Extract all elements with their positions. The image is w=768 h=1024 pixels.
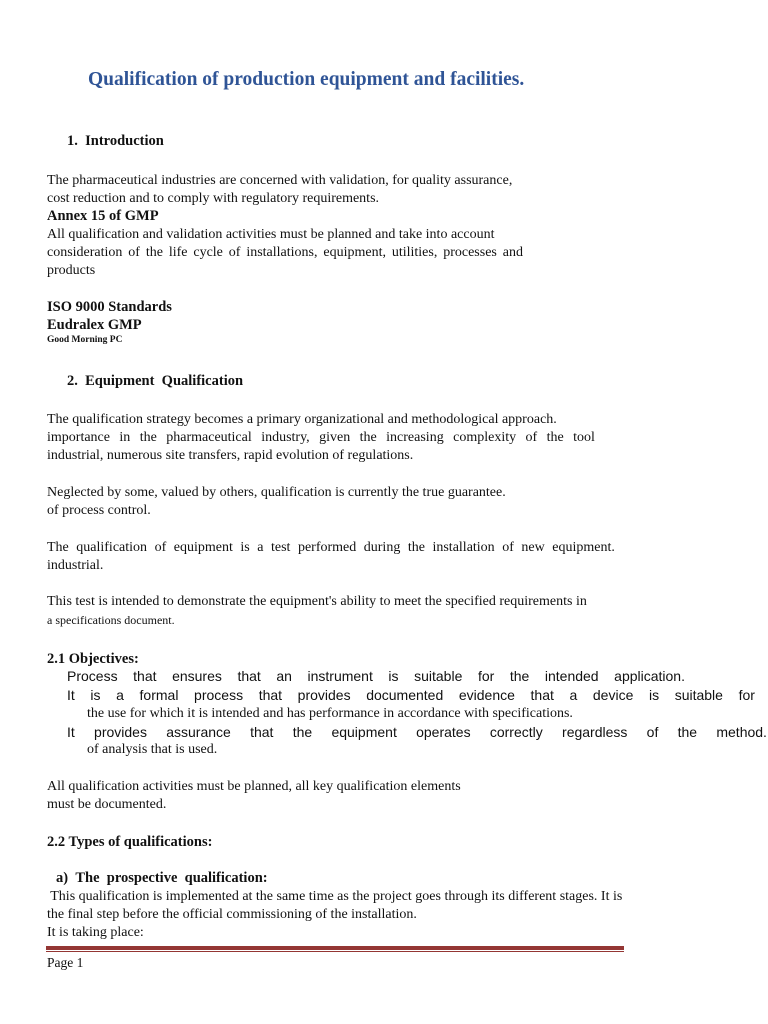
text-word: It [67,687,75,703]
section-heading-equipment [67,373,243,390]
text-word: is [90,687,101,703]
text-word: suitable [674,687,723,703]
objectives-heading: 2.1 Objectives: [47,651,139,667]
text-word: equipment. [552,540,615,555]
text-word: during [363,540,401,555]
text-word: documented [366,687,444,703]
text-word: new [521,540,545,555]
text-word: given [319,430,351,445]
page-number: Page 1 [47,955,84,970]
text-word: for [738,687,755,703]
text-word: utilities, [391,245,438,260]
equipment-paragraph-4 [47,593,587,629]
equipment-paragraph-1 [47,411,595,465]
text-word: performed [297,540,357,555]
text-line: The pharmaceutical industries are concerned with validation, for quality assurance, [47,173,513,188]
text-word: a [257,540,264,555]
objective-bullet-2-continuation: the use for which it is intended and has performance in accordance with specifications. [87,706,573,721]
text-line-justified [47,539,615,557]
text-word: correctly [489,724,543,740]
text-word: equipment [331,724,397,740]
text-word: for [477,668,495,684]
text-line: This test is intended to demonstrate the equipment's ability to meet the specified requirements in [47,594,587,609]
text-word: the [145,245,163,260]
good-morning-label: Good Morning PC [47,335,123,345]
text-word: that [237,668,261,684]
text-word: method. [716,724,767,740]
text-word: complexity [453,430,517,445]
text-word: is [388,668,399,684]
text-word: the [546,430,564,445]
text-word: assurance [166,724,231,740]
section-number: 2. [67,373,78,389]
objective-bullet-3-continuation: of analysis that is used. [87,742,218,757]
section-title: Equipment Qualification [85,373,244,389]
text-word: the [139,430,157,445]
text-word: regardless [562,724,628,740]
text-word: installations, [246,245,318,260]
text-line-justified [47,429,595,447]
text-word: is [240,540,250,555]
text-word: life [168,245,188,260]
annex-paragraph [47,226,523,280]
text-word: provides [297,687,351,703]
types-heading: 2.2 Types of qualifications: [47,834,213,850]
types-paragraph [47,888,622,942]
text-word: increasing [386,430,444,445]
text-line: Neglected by some, valued by others, qualification is currently the true guarantee. [47,485,506,500]
text-word: Process [67,668,118,684]
text-word: installation [432,540,495,555]
text-word: pharmaceutical [166,430,252,445]
text-line: of process control. [47,503,151,518]
equipment-paragraph-3 [47,539,615,575]
text-word: processes [443,245,497,260]
text-word: the [407,540,425,555]
text-line: the final step before the official commissioning of the installation. [47,907,417,922]
objective-bullet-3 [67,724,767,740]
section-number: 1. [67,133,78,149]
text-word: The [47,540,69,555]
text-word: is [648,687,660,703]
section-heading-introduction [67,133,164,150]
text-word: test [270,540,291,555]
text-word: qualification [76,540,148,555]
text-word: industry, [261,430,310,445]
types-subheading [56,870,268,887]
text-word: a [116,687,124,703]
text-line: industrial, numerous site transfers, rapid evolution of regulations. [47,448,414,463]
text-word: ensures [172,668,222,684]
footer-rule-thick [46,946,624,950]
text-word: that [258,687,283,703]
text-word: the [359,430,377,445]
text-word: of [154,540,167,555]
text-line-justified [67,724,767,740]
text-line: The qualification strategy becomes a primary organizational and methodological approach. [47,412,557,427]
text-word: evidence [458,687,515,703]
text-word: equipment, [323,245,386,260]
list-label: a) [56,870,69,886]
text-line: All qualification activities must be planned, all key qualification elements [47,779,461,794]
text-line-justified [67,668,685,684]
text-line: must be documented. [47,797,167,812]
text-word: of [128,245,140,260]
text-line: cost reduction and to comply with regulatory requirements. [47,191,380,206]
subheading-text: The prospective qualification: [75,870,268,886]
text-word: in [119,430,131,445]
document-title: Qualification of production equipment and facilities. [88,69,525,90]
text-word: a [569,687,578,703]
text-word: device [592,687,634,703]
text-word: of [502,540,514,555]
text-word: intended [544,668,599,684]
objective-bullet-2 [67,687,755,703]
text-word: cycle [193,245,223,260]
text-line: It is taking place: [47,925,144,940]
text-word: an [276,668,292,684]
text-word: importance [47,430,110,445]
text-word: of [525,430,538,445]
text-word: the [509,668,530,684]
text-word: process [194,687,244,703]
objective-bullet-1 [67,668,685,684]
text-line: industrial. [47,558,104,573]
objectives-closing [47,778,461,814]
text-word: operates [416,724,471,740]
text-word: equipment [173,540,233,555]
section-title: Introduction [85,133,164,149]
text-word: application. [614,668,685,684]
text-word: that [530,687,554,703]
text-word: suitable [414,668,463,684]
text-line: All qualification and validation activities must be planned and take into account [47,227,495,242]
text-line: This qualification is implemented at the same time as the project goes through its different stages. It is [47,889,623,904]
text-word: provides [94,724,147,740]
iso-label: ISO 9000 Standards [47,299,172,315]
annex-label: Annex 15 of GMP [47,208,159,224]
text-word: that [250,724,274,740]
equipment-paragraph-2 [47,484,506,520]
text-line-justified [67,687,755,703]
text-word: that [133,668,157,684]
text-word: consideration [47,245,123,260]
text-word: the [677,724,698,740]
text-word: of [646,724,659,740]
text-word: of [228,245,241,260]
text-word: instrument [307,668,373,684]
text-line-justified [47,244,523,262]
text-line: products [47,263,96,278]
text-word: It [67,724,75,740]
footer-rule-thin [46,951,624,952]
text-word: formal [139,687,179,703]
text-line-small: a specifications document. [47,613,175,627]
intro-paragraph [47,172,512,208]
eudralex-label: Eudralex GMP [47,317,142,333]
text-word: the [292,724,313,740]
text-word: and [502,245,523,260]
text-word: tool [573,430,595,445]
